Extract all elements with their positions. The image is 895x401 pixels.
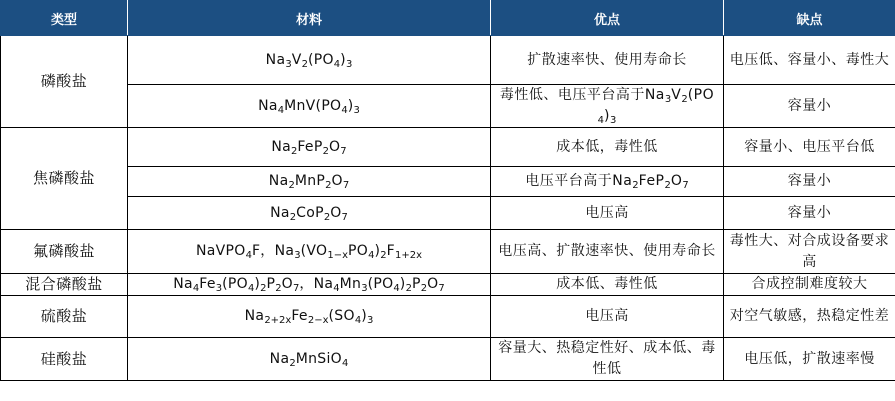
material-cell: $Na_2MnP_2O_7$ [128,167,491,197]
type-cell: 氟磷酸盐 [1,230,128,274]
pros-cell: 电压高 [491,197,724,230]
material-cell: $Na_2FeP_2O_7$ [128,128,491,167]
pros-cell: 成本低，毒性低 [491,128,724,167]
pros-cell: 容量大、热稳定性好、成本低、毒性低 [491,338,724,381]
table-row [1,167,895,197]
type-cell: 磷酸盐 [1,36,128,128]
material-cell: $Na_4MnV(PO_4)_3$ [128,85,491,128]
cons-cell: 容量小、电压平台低 [724,128,895,167]
table-row [1,197,895,230]
material-cell: NaVPO$_4$F，$Na_3(VO_{1-x}PO_4)_2F_{1+2x}$ [128,230,491,274]
material-cell: $Na_4Fe_3(PO_4)_2P_2O_7$，$Na_4Mn_3(PO_4)_2P_2O_7$ [128,274,491,296]
type-cell: 硫酸盐 [1,296,128,338]
table-row [1,128,895,167]
pros-cell: 成本低、毒性低 [491,274,724,296]
table-row [1,230,895,274]
cons-cell: 对空气敏感，热稳定性差 [724,296,895,338]
material-cell: $Na_{2+2x}Fe_{2-x}(SO_4)_3$ [128,296,491,338]
type-cell: 焦磷酸盐 [1,128,128,230]
header-cons: 缺点 [724,1,895,36]
pros-cell: 扩散速率快、使用寿命长 [491,36,724,85]
pros-cell: 电压高、扩散速率快、使用寿命长 [491,230,724,274]
header-material: 材料 [128,1,491,36]
material-cell: $Na_3V_2(PO_4)_3$ [128,36,491,85]
cons-cell: 容量小 [724,167,895,197]
cons-cell: 容量小 [724,197,895,230]
table-row [1,85,895,128]
material-cell: $Na_2MnSiO_4$ [128,338,491,381]
table-row [1,36,895,85]
cons-cell: 容量小 [724,85,895,128]
table-row [1,296,895,338]
cons-cell: 电压低、容量小、毒性大 [724,36,895,85]
cons-cell: 合成控制难度较大 [724,274,895,296]
cons-cell: 毒性大、对合成设备要求高 [724,230,895,274]
pros-cell: 电压高 [491,296,724,338]
header-pros: 优点 [491,1,724,36]
material-cell: $Na_2CoP_2O_7$ [128,197,491,230]
pros-cell: 电压平台高于$Na_2FeP_2O_7$ [491,167,724,197]
header-row [1,1,895,36]
table-row [1,274,895,296]
header-type: 类型 [1,1,128,36]
cons-cell: 电压低，扩散速率慢 [724,338,895,381]
table-row [1,338,895,381]
pros-cell: 毒性低、电压平台高于$Na_3V_2(PO_4)_3$ [491,85,724,128]
type-cell: 硅酸盐 [1,338,128,381]
type-cell: 混合磷酸盐 [1,274,128,296]
